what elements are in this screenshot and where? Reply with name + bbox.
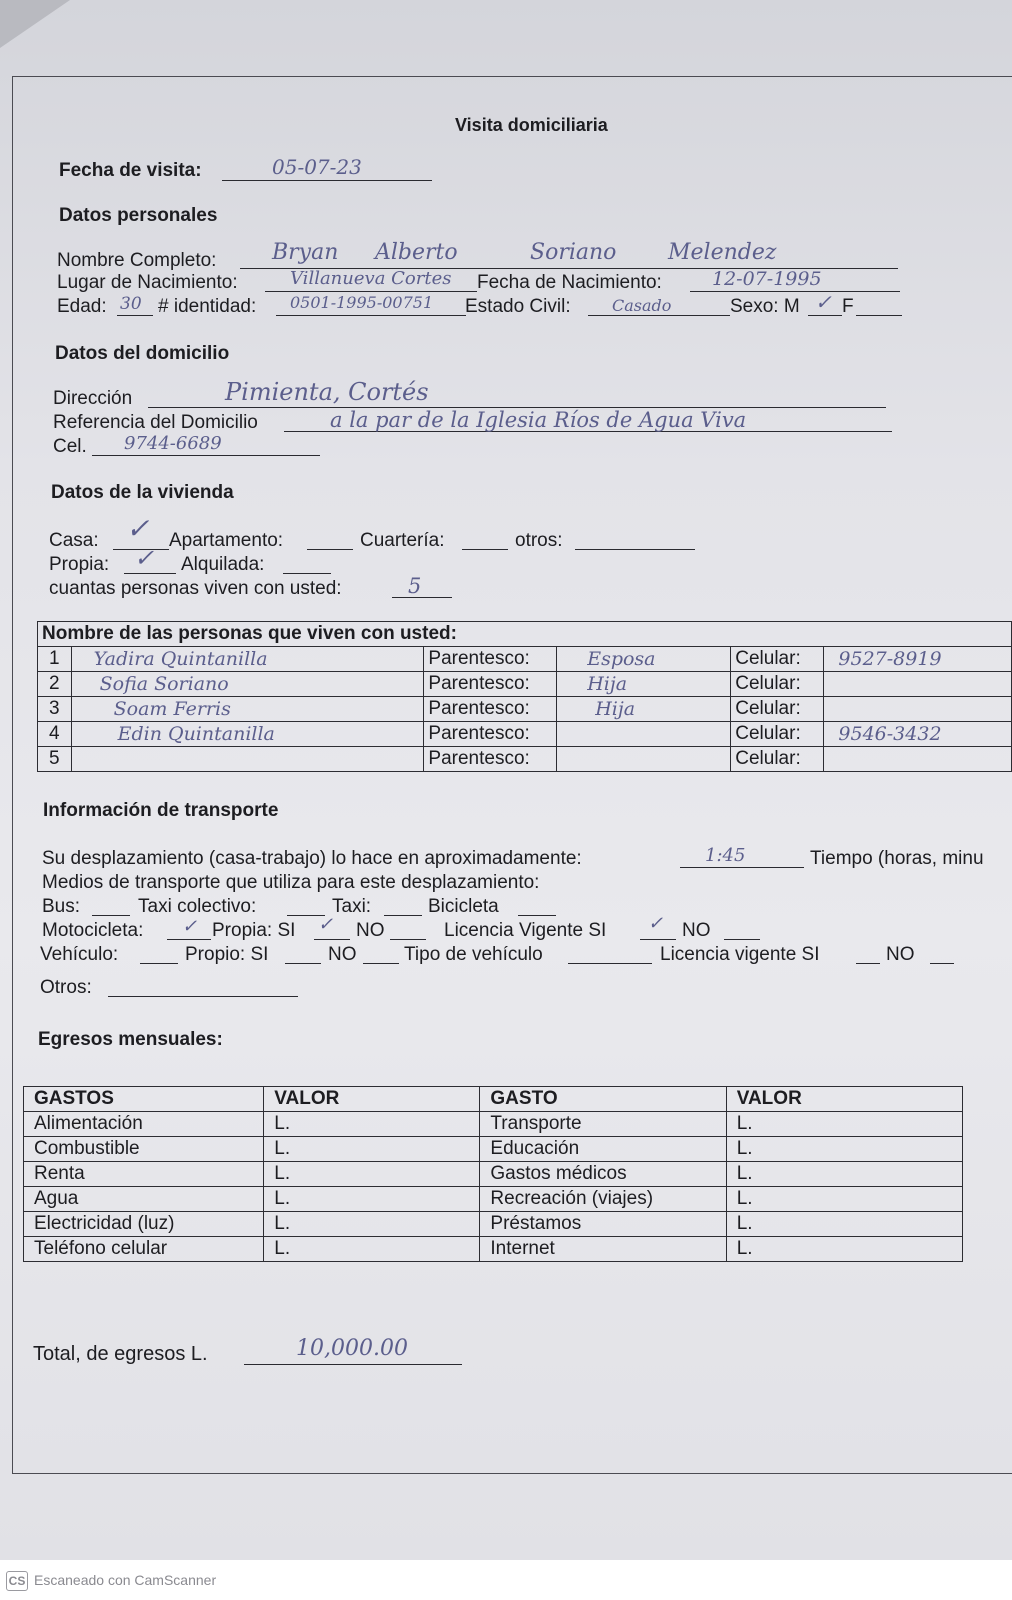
- age-line: [117, 315, 153, 316]
- person-cell: 9527-8919: [824, 647, 1012, 672]
- own-mark: ✓: [134, 544, 155, 572]
- expense-item: Teléfono celular: [24, 1237, 264, 1262]
- table-row: [24, 1187, 963, 1212]
- birthdate-label: Fecha de Nacimiento:: [477, 272, 662, 293]
- id-label: # identidad:: [158, 296, 257, 317]
- expense-item: Préstamos: [480, 1212, 726, 1237]
- taxi-colectivo-label: Taxi colectivo:: [138, 896, 257, 917]
- taxi-label: Taxi:: [332, 896, 372, 917]
- table-row: [38, 747, 1012, 772]
- moto-own-label: Propia: SI: [212, 920, 296, 941]
- expense-value: L.: [264, 1187, 480, 1212]
- table-row: [24, 1212, 963, 1237]
- birthdate-value: 12-07-1995: [712, 268, 822, 290]
- commute-unit: Tiempo (horas, minu: [810, 848, 984, 869]
- name-second: Alberto: [375, 240, 458, 265]
- person-relation: [557, 722, 731, 747]
- expense-item: Combustible: [24, 1137, 264, 1162]
- birthplace-line: [265, 291, 477, 292]
- expense-value: L.: [726, 1137, 962, 1162]
- table-row: [38, 722, 1012, 747]
- person-cell: [824, 697, 1012, 722]
- bicycle-label: Bicicleta: [428, 896, 499, 917]
- person-name: Edin Quintanilla: [71, 722, 424, 747]
- total-line: [244, 1364, 462, 1365]
- visit-date-value: 05-07-23: [272, 155, 362, 179]
- address-value: Pimienta, Cortés: [225, 378, 429, 406]
- cell-label: Celular:: [731, 747, 824, 772]
- reference-value: a la par de la Iglesia Ríos de Agua Viva: [330, 408, 747, 432]
- table-row: [24, 1162, 963, 1187]
- housing-heading: Datos de la vivienda: [51, 482, 234, 503]
- civil-label: Estado Civil:: [465, 296, 571, 317]
- col-valor: VALOR: [264, 1087, 480, 1112]
- license-si-line: [640, 939, 676, 940]
- moto-no-line: [390, 939, 426, 940]
- own-line: [124, 573, 176, 574]
- transport-heading: Información de transporte: [43, 800, 279, 821]
- means-label: Medios de transporte que utiliza para este desplazamiento:: [42, 872, 540, 893]
- col-gasto: GASTO: [480, 1087, 726, 1112]
- table-row: [24, 1137, 963, 1162]
- license2-no-line: [930, 963, 954, 964]
- expense-item: Agua: [24, 1187, 264, 1212]
- row-number: 3: [38, 697, 72, 722]
- vehicle-no-line: [363, 963, 399, 964]
- commute-value: 1:45: [705, 845, 746, 866]
- others-label: otros:: [515, 530, 563, 551]
- transport-others-line: [108, 996, 298, 997]
- transport-others-label: Otros:: [40, 977, 92, 998]
- col-gastos: GASTOS: [24, 1087, 264, 1112]
- person-relation: [557, 747, 731, 772]
- expense-item: Recreación (viajes): [480, 1187, 726, 1212]
- visit-date-label: Fecha de visita:: [59, 160, 202, 181]
- moto-line: [167, 939, 211, 940]
- moto-own-mark: ✓: [318, 914, 334, 935]
- civil-line: [588, 315, 730, 316]
- table-row: [24, 1112, 963, 1137]
- moto-own-line: [314, 939, 350, 940]
- total-value: 10,000.00: [296, 1336, 408, 1361]
- person-name: Sofia Soriano: [71, 672, 424, 697]
- birthplace-value: Villanueva Cortes: [290, 268, 452, 289]
- id-line: [276, 315, 466, 316]
- vehicle-label: Vehículo:: [40, 944, 119, 965]
- expense-value: L.: [726, 1212, 962, 1237]
- expense-value: L.: [264, 1212, 480, 1237]
- sex-f-line: [856, 315, 902, 316]
- cell-label: Celular:: [731, 722, 824, 747]
- expense-item: Internet: [480, 1237, 726, 1262]
- expenses-heading: Egresos mensuales:: [38, 1029, 223, 1050]
- license-no-label: NO: [682, 920, 711, 941]
- expense-item: Alimentación: [24, 1112, 264, 1137]
- person-name: Yadira Quintanilla: [71, 647, 424, 672]
- vehicle-own-label: Propio: SI: [185, 944, 269, 965]
- form-title: Visita domiciliaria: [455, 115, 608, 135]
- people-table: [37, 621, 1012, 772]
- row-number: 4: [38, 722, 72, 747]
- taxi-line: [384, 915, 422, 916]
- expense-item: Educación: [480, 1137, 726, 1162]
- person-relation: Hija: [557, 697, 731, 722]
- relation-label: Parentesco:: [424, 722, 557, 747]
- sex-m-label: Sexo: M: [730, 296, 800, 317]
- expense-item: Gastos médicos: [480, 1162, 726, 1187]
- person-relation: Hija: [557, 672, 731, 697]
- vehicle-no-label: NO: [328, 944, 357, 965]
- expense-value: L.: [264, 1237, 480, 1262]
- name-first: Bryan: [272, 240, 339, 265]
- moto-label: Motocicleta:: [42, 920, 144, 941]
- own-label: Propia:: [49, 554, 110, 575]
- row-number: 1: [38, 647, 72, 672]
- relation-label: Parentesco:: [424, 697, 557, 722]
- vehicle-type-label: Tipo de vehículo: [404, 944, 543, 965]
- camscanner-logo-icon: CS: [6, 1571, 28, 1591]
- table-row: [38, 697, 1012, 722]
- expense-value: L.: [726, 1237, 962, 1262]
- phone-value: 9744-6689: [124, 433, 222, 454]
- expense-value: L.: [726, 1162, 962, 1187]
- vehicle-type-line: [568, 963, 652, 964]
- rented-line: [283, 573, 331, 574]
- sex-m-line: [808, 315, 842, 316]
- vehicle-line: [140, 963, 178, 964]
- age-label: Edad:: [57, 296, 107, 317]
- rented-label: Alquilada:: [181, 554, 265, 575]
- civil-value: Casado: [612, 296, 672, 315]
- vehicle-own-line: [285, 963, 321, 964]
- personal-heading: Datos personales: [59, 205, 218, 226]
- expense-item: Electricidad (luz): [24, 1212, 264, 1237]
- reference-label: Referencia del Domicilio: [53, 412, 258, 433]
- address-label: Dirección: [53, 388, 133, 409]
- apartment-label: Apartamento:: [169, 530, 284, 551]
- people-line: [392, 597, 452, 598]
- name-fourth: Melendez: [668, 240, 777, 265]
- domicile-heading: Datos del domicilio: [55, 343, 230, 364]
- house-label: Casa:: [49, 530, 99, 551]
- license2-si-line: [856, 963, 880, 964]
- sex-mark: ✓: [815, 290, 832, 314]
- table-row: [24, 1237, 963, 1262]
- row-number: 5: [38, 747, 72, 772]
- person-relation: Esposa: [557, 647, 731, 672]
- commute-line: [680, 867, 804, 868]
- bus-label: Bus:: [42, 896, 81, 917]
- expense-value: L.: [726, 1187, 962, 1212]
- expense-value: L.: [726, 1112, 962, 1137]
- row-number: 2: [38, 672, 72, 697]
- bus-line: [92, 915, 130, 916]
- birthplace-label: Lugar de Nacimiento:: [57, 272, 238, 293]
- others-line: [575, 549, 695, 550]
- phone-label: Cel.: [53, 436, 87, 457]
- license-label: Licencia Vigente SI: [444, 920, 607, 941]
- person-cell: 9546-3432: [824, 722, 1012, 747]
- expense-item: Renta: [24, 1162, 264, 1187]
- moto-no-label: NO: [356, 920, 385, 941]
- apartment-line: [307, 549, 353, 550]
- table-row: [38, 672, 1012, 697]
- cuarteria-label: Cuartería:: [360, 530, 445, 551]
- license-mark: ✓: [648, 913, 664, 934]
- name-label: Nombre Completo:: [57, 250, 217, 271]
- relation-label: Parentesco:: [424, 747, 557, 772]
- total-label: Total, de egresos L.: [33, 1343, 208, 1365]
- people-label: cuantas personas viven con usted:: [49, 578, 342, 599]
- sex-f-label: F: [842, 296, 854, 317]
- phone-line: [92, 455, 320, 456]
- cuarteria-line: [462, 549, 508, 550]
- people-value: 5: [408, 574, 422, 598]
- col-valor-2: VALOR: [726, 1087, 962, 1112]
- cell-label: Celular:: [731, 697, 824, 722]
- license2-label: Licencia vigente SI: [660, 944, 820, 965]
- page-corner-fold: [0, 0, 70, 48]
- expense-value: L.: [264, 1137, 480, 1162]
- cell-label: Celular:: [731, 672, 824, 697]
- age-value: 30: [120, 294, 142, 314]
- cell-label: Celular:: [731, 647, 824, 672]
- name-third: Soriano: [530, 240, 617, 265]
- expense-value: L.: [264, 1112, 480, 1137]
- camscanner-text: Escaneado con CamScanner: [34, 1572, 217, 1588]
- people-table-heading: Nombre de las personas que viven con usted:: [38, 622, 1012, 647]
- person-cell: [824, 747, 1012, 772]
- license-no-line: [724, 939, 760, 940]
- person-cell: [824, 672, 1012, 697]
- person-name: Soam Ferris: [71, 697, 424, 722]
- house-mark: ✓: [126, 512, 150, 545]
- expenses-table: [23, 1086, 963, 1262]
- relation-label: Parentesco:: [424, 672, 557, 697]
- expense-value: L.: [264, 1162, 480, 1187]
- moto-mark: ✓: [182, 916, 198, 937]
- camscanner-footer: [0, 1560, 1012, 1600]
- bicycle-line: [518, 915, 556, 916]
- table-row: [38, 647, 1012, 672]
- relation-label: Parentesco:: [424, 647, 557, 672]
- visit-date-line: [222, 180, 432, 181]
- person-name: [71, 747, 424, 772]
- commute-label: Su desplazamiento (casa-trabajo) lo hace en aproximadamente:: [42, 848, 582, 869]
- license2-no-label: NO: [886, 944, 915, 965]
- id-value: 0501-1995-00751: [290, 293, 434, 312]
- birthdate-line: [690, 291, 900, 292]
- expense-item: Transporte: [480, 1112, 726, 1137]
